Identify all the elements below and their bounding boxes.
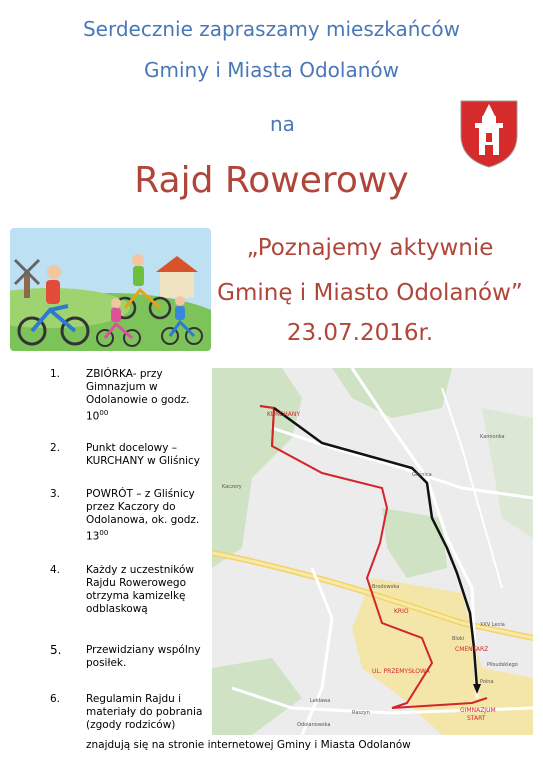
map-label-brodowska: Brodowska bbox=[372, 584, 400, 590]
map-label-leklawa: Lekława bbox=[310, 698, 331, 704]
slogan-line-2: Gminę i Miasto Odolanów” bbox=[217, 280, 523, 306]
list-item-text: Regulamin Rajdu i materiały do pobrania (zgody rodziców) bbox=[86, 693, 203, 731]
intro-na: na bbox=[270, 112, 295, 136]
list-item-text: Przewidziany wspólny posiłek. bbox=[86, 644, 201, 669]
map-label-pilsudskiego: Piłsudskiego bbox=[487, 662, 518, 668]
event-date: 23.07.2016r. bbox=[286, 320, 434, 346]
list-item-number: 1. bbox=[50, 368, 61, 380]
family-cycling-illustration bbox=[10, 228, 211, 351]
list-item-number: 3. bbox=[50, 488, 61, 500]
intro-line-2: Gminy i Miasta Odolanów bbox=[143, 58, 400, 82]
map-label-gimnazjum: GIMNAZJUM bbox=[460, 707, 496, 714]
event-title: Rajd Rowerowy bbox=[134, 160, 409, 201]
slogan-line-1: „Poznajemy aktywnie bbox=[246, 235, 494, 261]
map-label-kamionka: Kamionka bbox=[480, 434, 505, 440]
list-item-number: 6. bbox=[50, 693, 61, 705]
map-label-raszyn: Raszyn bbox=[352, 710, 370, 716]
route-map bbox=[212, 368, 533, 735]
footer-note: znajdują się na stronie internetowej Gminy i Miasta Odolanów bbox=[86, 739, 411, 751]
list-item-text: POWRÓT – z Gliśnicy przez Kaczory do Odolanowa, ok. godz. $13^{00}$ bbox=[86, 488, 200, 543]
list-item-number: 5. bbox=[50, 643, 62, 657]
map-label-polna: Polna bbox=[480, 679, 494, 685]
map-label-street: UL. PRZEMYSŁOWA bbox=[372, 668, 430, 675]
list-item-number: 4. bbox=[50, 564, 61, 576]
coat-of-arms-icon bbox=[459, 99, 519, 169]
map-label-kaczory: Kaczory bbox=[222, 484, 242, 490]
intro-line-1: Serdecznie zapraszamy mieszkańców bbox=[82, 17, 461, 41]
map-label-krio: KRIO bbox=[394, 608, 409, 615]
map-label-odolanowska: Odolanowska bbox=[297, 722, 331, 728]
map-label-glisnica: Gliśnica bbox=[412, 472, 432, 478]
map-label-kurchany: KURCHANY bbox=[267, 411, 300, 418]
map-label-cmentarz: CMENTARZ bbox=[455, 646, 489, 653]
map-label-xxv: XXV Lecia bbox=[480, 622, 505, 628]
map-label-start: START bbox=[467, 715, 486, 722]
list-item-text: Punkt docelowy – KURCHANY w Gliśnicy bbox=[86, 442, 201, 467]
list-item-text: ZBIÓRKA- przy Gimnazjum w Odolanowie o godz. $10^{00}$ bbox=[86, 368, 190, 423]
map-label-bloki: Bloki bbox=[452, 636, 465, 642]
list-item-number: 2. bbox=[50, 442, 61, 454]
list-item-text: Każdy z uczestników Rajdu Rowerowego otrzyma kamizelkę odblaskową bbox=[86, 564, 194, 615]
